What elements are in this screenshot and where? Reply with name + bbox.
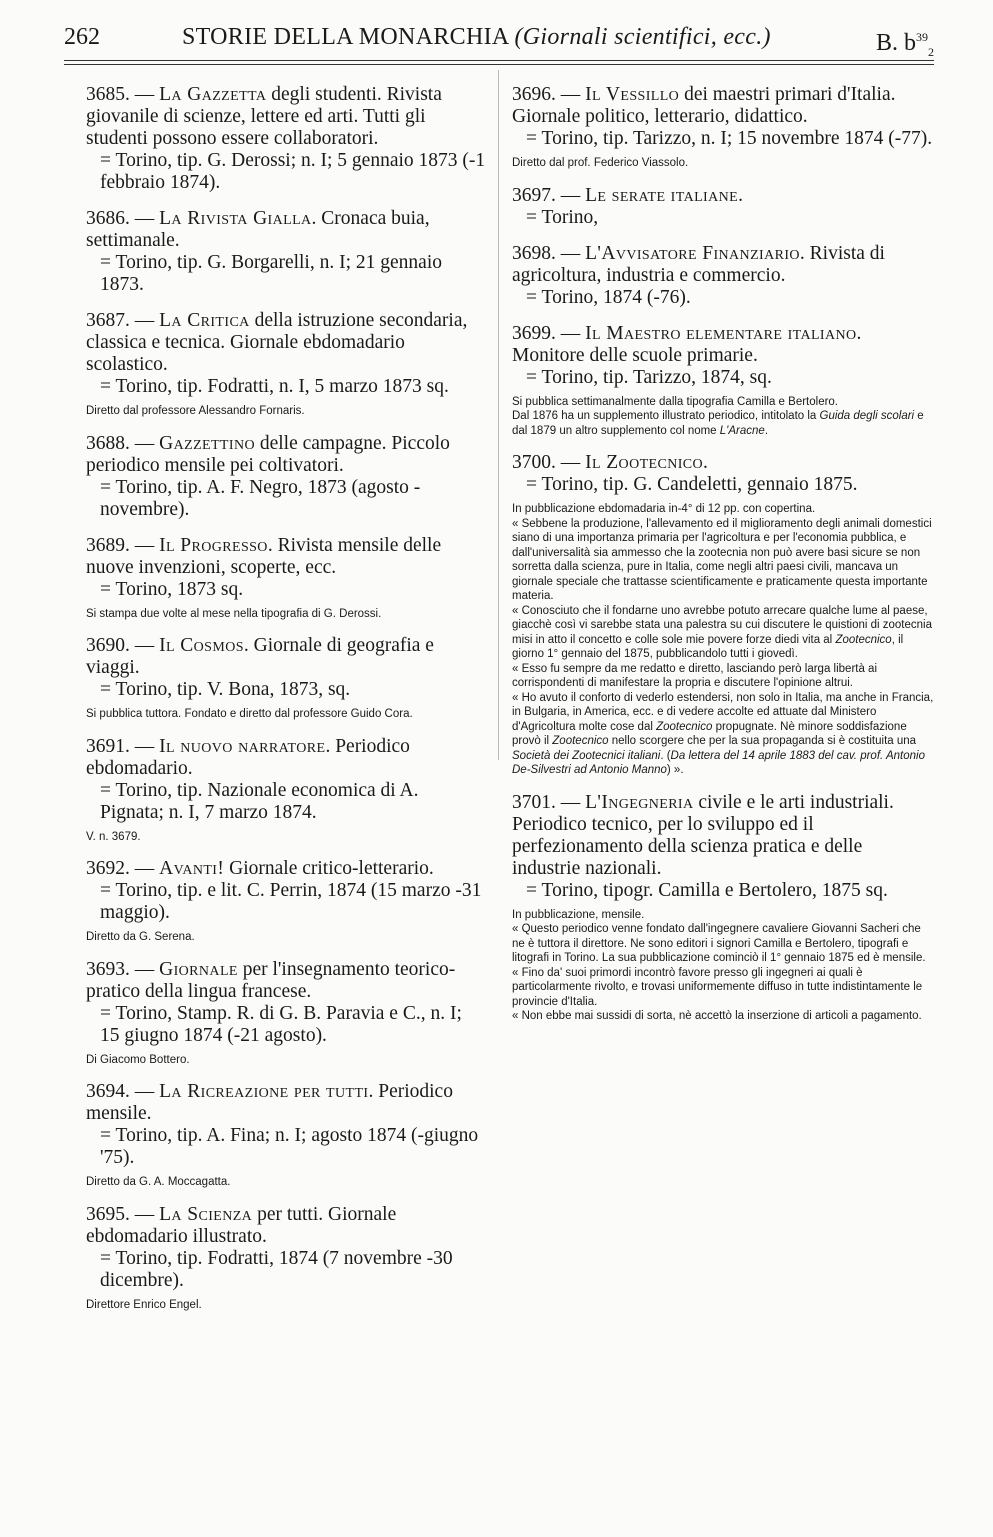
- entry-note: [512, 395, 934, 439]
- note-text: Dal 1876 ha un supplemento illustrato periodico, intitolato la Guida degli scolari e dal 1879 un altro supplemento col nome L'Aracne.: [512, 410, 924, 437]
- entry-title: Il Vessillo: [585, 84, 680, 105]
- entry-description: dei maestri primari d'Italia. Giornale politico, letterario, didattico.: [512, 84, 896, 127]
- entry-number: 3697. —: [512, 184, 586, 206]
- note-text: « Ho avuto il conforto di vederlo estendersi, non solo in Italia, ma anche in Francia, in Bulgaria, in America, ecc. e di vedere accolte ed attuate dal Ministero d'Agricoltura molte cose dal Zootecnico propugnate. Nè minore soddisfazione provò il Zootecnico nello scorgere che per la sua propaganda si è costituita una Società dei Zootecnici italiani. (Da lettera del 14 aprile 1883 del cav. prof. Antonio De-Silvestri ad Antonio Manno) ».: [512, 691, 934, 776]
- title-main: STORIE DELLA MONARCHIA: [182, 24, 509, 50]
- entry-note: [86, 1053, 486, 1068]
- entry-publication: = Torino, tip. Fodratti, 1874 (7 novembre -30 dicembre).: [100, 1247, 453, 1291]
- entry-number: 3687. —: [86, 310, 160, 331]
- entry-3689: [86, 535, 486, 601]
- entry-note: [86, 404, 486, 419]
- entry-publication: = Torino, tipogr. Camilla e Bertolero, 1875 sq.: [526, 879, 888, 901]
- entry-3698: [512, 243, 934, 309]
- entry-publication: = Torino, tip. V. Bona, 1873, sq.: [100, 679, 351, 700]
- note-text: V. n. 3679.: [86, 830, 141, 843]
- entry-description: . Periodico ebdomadario.: [86, 735, 410, 779]
- note-text: « Fino da' suoi primordi incontrò favore presso gli ingegneri ai quali è particolarmente rivolto, e trovasi uniformemente diffuso in tutte indistintamente le provincie d'Italia.: [512, 966, 923, 1008]
- entry-description: . Monitore delle scuole primarie.: [512, 322, 862, 366]
- entry-publication: = Torino, 1873 sq.: [100, 578, 244, 600]
- entry-title: Il Zootecnico: [585, 452, 704, 473]
- entry-number: 3699. —: [512, 322, 586, 344]
- entry-note: [86, 707, 486, 722]
- entry-publication: = Torino, tip. e lit. C. Perrin, 1874 (15 marzo -31 maggio).: [100, 880, 482, 923]
- note-text: Si pubblica settimanalmente dalla tipografia Camilla e Bertolero.: [512, 395, 839, 408]
- entry-publication: = Torino, tip. Tarizzo, n. I; 15 novembre 1874 (-77).: [526, 128, 933, 149]
- entry-number: 3694. —: [86, 1081, 160, 1102]
- header-rule: [64, 60, 934, 61]
- entry-number: 3693. —: [86, 958, 160, 980]
- note-text: Di Giacomo Bottero.: [86, 1053, 190, 1066]
- entry-number: 3691. —: [86, 735, 160, 757]
- entry-description: . Periodico mensile.: [86, 1081, 453, 1124]
- entry-publication: = Torino, tip. G. Derossi; n. I; 5 gennaio 1873 (-1 febbraio 1874).: [100, 150, 486, 193]
- entry-description: . Rivista di agricoltura, industria e commercio.: [512, 242, 885, 286]
- entry-description: . Rivista mensile delle nuove invenzioni, scoperte, ecc.: [86, 534, 442, 578]
- note-text: In pubblicazione, mensile.: [512, 908, 645, 921]
- note-text: Diretto dal professore Alessandro Fornaris.: [86, 405, 305, 417]
- entry-note: [86, 930, 486, 945]
- entry-note: [512, 156, 934, 171]
- entry-publication: = Torino, tip. Tarizzo, 1874, sq.: [526, 366, 772, 388]
- entry-publication: = Torino,: [526, 206, 599, 228]
- entry-title: La Ricreazione per tutti: [159, 1081, 369, 1102]
- entry-publication: = Torino, tip. Fodratti, n. I, 5 marzo 1873 sq.: [100, 376, 449, 397]
- note-text: « Conosciuto che il fondarne uno avrebbe potuto arrecare qualche lume al paese, giacchè così vi sarebbe stata una palestra su cui discutere le quistioni di zootecnia misi in atto il concetto e colle sole mie povere forze diedi vita al Zootecnico, il giorno 1° gennaio del 1875, pubblicandolo tutti i giovedì.: [512, 604, 932, 660]
- entry-description: per tutti. Giornale ebdomadario illustrato.: [86, 1203, 397, 1247]
- left-column: [86, 84, 486, 1312]
- entry-number: 3700. —: [512, 452, 586, 473]
- entry-description: .: [703, 452, 708, 473]
- entry-title: Avanti!: [159, 858, 225, 879]
- entry-description: degli studenti. Rivista giovanile di scienze, lettere ed arti. Tutti gli studenti possono essere collaboratori.: [86, 84, 442, 149]
- entry-3685: [86, 84, 486, 194]
- entry-publication: = Torino, tip. G. Borgarelli, n. I; 21 gennaio 1873.: [100, 252, 442, 295]
- entry-description: delle campagne. Piccolo periodico mensile pei coltivatori.: [86, 432, 450, 476]
- column-divider: [498, 70, 499, 760]
- entry-number: 3695. —: [86, 1203, 160, 1225]
- entry-3692: [86, 858, 486, 924]
- entry-3686: [86, 208, 486, 296]
- entry-number: 3696. —: [512, 84, 586, 105]
- note-text: « Non ebbe mai sussidi di sorta, nè accettò la inserzione di articoli a pagamento.: [512, 1010, 922, 1022]
- entry-number: 3686. —: [86, 208, 160, 229]
- entry-description: . Cronaca buia, settimanale.: [86, 208, 430, 251]
- entry-number: 3688. —: [86, 432, 160, 454]
- signature-text: B. b: [875, 30, 916, 56]
- entry-note: [86, 607, 486, 622]
- note-text: In pubblicazione ebdomadaria in-4° di 12 pp. con copertina.: [512, 503, 816, 515]
- header-rule-2: [64, 64, 934, 65]
- entry-title: L'Ingegneria: [585, 791, 694, 813]
- entry-note: [512, 502, 934, 778]
- note-text: Si stampa due volte al mese nella tipografia di G. Derossi.: [86, 607, 382, 620]
- entry-title: Giornale: [159, 958, 238, 980]
- running-header: [64, 20, 934, 59]
- entry-number: 3692. —: [86, 858, 160, 879]
- entry-number: 3689. —: [86, 534, 160, 556]
- signature-sub: 2: [928, 44, 934, 59]
- entry-title: Il nuovo narratore: [159, 735, 326, 757]
- entry-3688: [86, 433, 486, 521]
- entry-description: civile e le arti industriali. Periodico tecnico, per lo sviluppo ed il perfezionamento della scienza pratica e delle industrie nazionali.: [512, 791, 894, 879]
- entry-publication: = Torino, tip. A. F. Negro, 1873 (agosto -novembre).: [100, 476, 421, 520]
- entry-3691: [86, 736, 486, 824]
- entry-3693: [86, 959, 486, 1047]
- note-text: Diretto da G. Serena.: [86, 931, 195, 943]
- entry-description: .: [738, 184, 743, 206]
- entry-3699: [512, 323, 934, 389]
- signature-mark: [876, 20, 934, 69]
- entry-3700: [512, 452, 934, 496]
- note-text: « Questo periodico venne fondato dall'ingegnere cavaliere Giovanni Sacheri che ne è tuttora il direttore. Ne sono editori i signori Camilla e Bertolero, tipografi e litografi in Torino. La sua pubblicazione cominciò il 1° gennaio 1875 ed è mensile.: [512, 923, 926, 964]
- entry-3696: [512, 84, 934, 150]
- entry-note: [86, 1298, 486, 1313]
- entry-title: La Rivista Gialla: [159, 208, 312, 229]
- entry-note: [512, 908, 934, 1024]
- entry-title: Gazzettino: [159, 432, 255, 454]
- entry-title: Le serate italiane: [585, 184, 739, 206]
- entry-title: La Critica: [159, 310, 250, 331]
- entry-publication: = Torino, tip. A. Fina; n. I; agosto 1874 (-giugno '75).: [100, 1125, 479, 1168]
- entry-note: [86, 830, 486, 845]
- entry-description: . Giornale di geografia e viaggi.: [86, 635, 434, 678]
- running-title: [182, 20, 771, 54]
- entry-number: 3701. —: [512, 791, 586, 813]
- right-column: [512, 84, 934, 1024]
- entry-description: Giornale critico-letterario.: [224, 858, 434, 879]
- title-italic: (Giornali scientifici, ecc.): [514, 24, 771, 50]
- entry-3694: [86, 1081, 486, 1169]
- entry-title: L'Avvisatore Finanziario: [585, 242, 800, 264]
- signature-sup: 39: [916, 30, 928, 44]
- entry-title: Il Cosmos: [159, 635, 244, 656]
- entry-3690: [86, 635, 486, 701]
- note-text: Si pubblica tuttora. Fondato e diretto dal professore Guido Cora.: [86, 708, 413, 720]
- entry-3695: [86, 1204, 486, 1292]
- note-text: Direttore Enrico Engel.: [86, 1298, 202, 1311]
- entry-description: per l'insegnamento teorico-pratico della lingua francese.: [86, 958, 456, 1002]
- entry-number: 3690. —: [86, 635, 160, 656]
- entry-title: Il Maestro elementare italiano: [585, 322, 857, 344]
- note-text: Diretto da G. A. Moccagatta.: [86, 1176, 231, 1188]
- entry-number: 3698. —: [512, 242, 586, 264]
- entry-description: della istruzione secondaria, classica e tecnica. Giornale ebdomadario scolastico.: [86, 310, 468, 375]
- note-text: « Sebbene la produzione, l'allevamento ed il miglioramento degli animali domestici siano di una importanza primaria per l'agricoltura e per l'economia pubblica, e dall'universalità sia ammesso che la zootecnia non può avere basi sicure se non sorretta dalla scienza, pure in Italia, come negli altri paesi civili, mancava un giornale speciale che trattasse scientificamente e praticamente questa importante materia.: [512, 517, 932, 602]
- entry-title: Il Progresso: [159, 534, 268, 556]
- page-number: 262: [64, 24, 100, 50]
- entry-title: La Gazzetta: [159, 84, 267, 105]
- entry-publication: = Torino, Stamp. R. di G. B. Paravia e C., n. I; 15 giugno 1874 (-21 agosto).: [100, 1002, 462, 1046]
- entry-3697: [512, 185, 934, 229]
- note-text: « Esso fu sempre da me redatto e diretto, lasciando però larga libertà ai corrispondenti di manifestare la propria e discutere l'opinione altrui.: [512, 662, 878, 689]
- entry-3701: [512, 792, 934, 902]
- entry-3687: [86, 310, 486, 398]
- entry-publication: = Torino, tip. Nazionale economica di A. Pignata; n. I, 7 marzo 1874.: [100, 779, 419, 823]
- entry-publication: = Torino, 1874 (-76).: [526, 286, 691, 308]
- entry-number: 3685. —: [86, 84, 160, 105]
- entry-title: La Scienza: [159, 1203, 253, 1225]
- entry-note: [86, 1175, 486, 1190]
- note-text: Diretto dal prof. Federico Viassolo.: [512, 157, 689, 169]
- entry-publication: = Torino, tip. G. Candeletti, gennaio 1875.: [526, 474, 858, 495]
